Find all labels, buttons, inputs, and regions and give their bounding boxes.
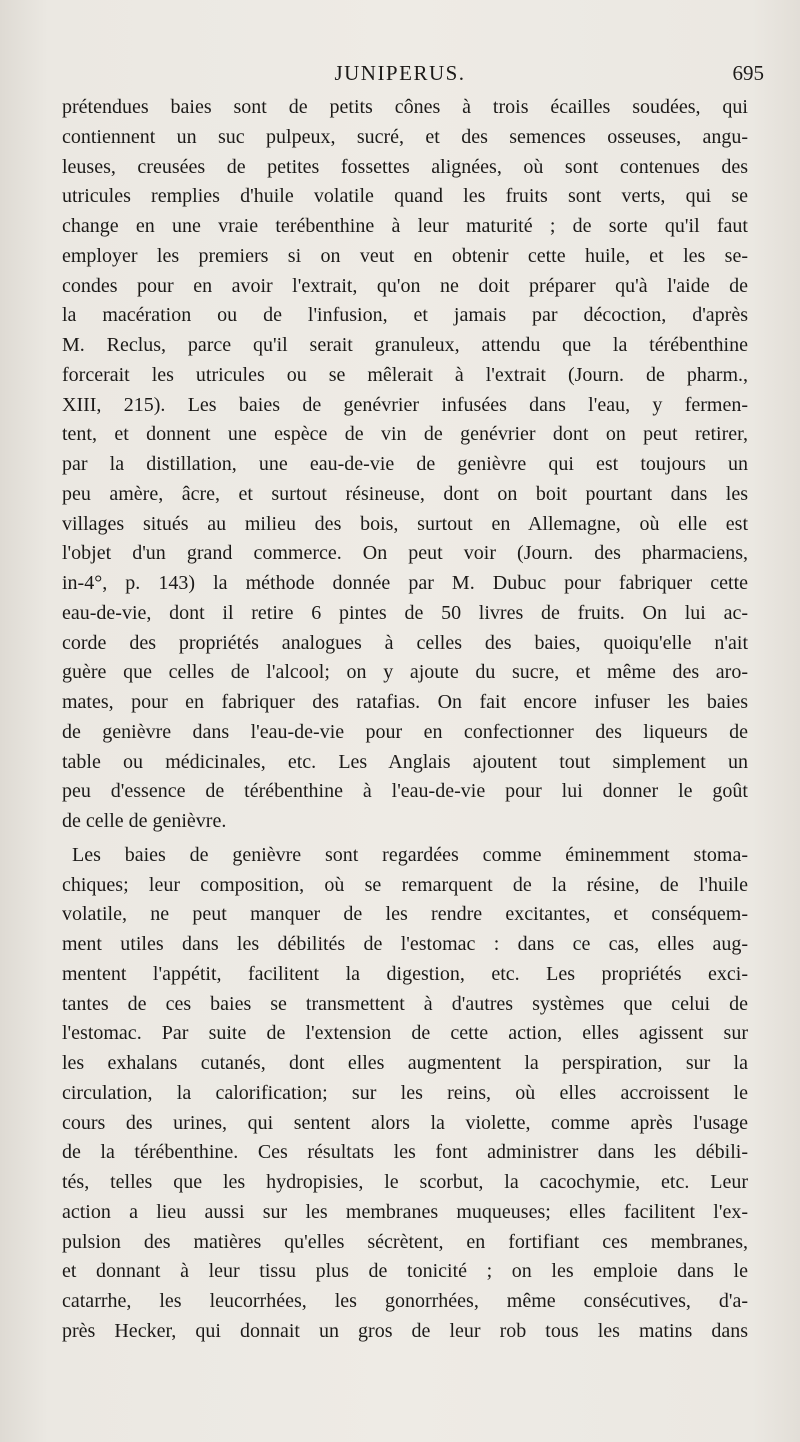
- text-line: contiennent un suc pulpeux, sucré, et des semences osseuses, angu-: [62, 125, 748, 148]
- text-line: pulsion des matières qu'elles sécrètent, en fortifiant ces membranes,: [62, 1230, 748, 1253]
- text-line: Les baies de genièvre sont regardées comme éminemment stoma-: [72, 843, 748, 866]
- text-line: l'objet d'un grand commerce. On peut voir (Journ. des pharmaciens,: [62, 542, 748, 565]
- text-line: employer les premiers si on veut en obtenir cette huile, et les se-: [62, 244, 748, 267]
- text-line: leuses, creusées de petites fossettes alignées, où sont contenues des: [62, 155, 748, 178]
- text-line: M. Reclus, parce qu'il serait granuleux, attendu que la térébenthine: [62, 334, 748, 356]
- text-line: ment utiles dans les débilités de l'estomac : dans ce cas, elles aug-: [62, 933, 748, 955]
- text-line: de la térébenthine. Ces résultats les font administrer dans les débili-: [62, 1141, 748, 1164]
- text-line: prétendues baies sont de petits cônes à trois écailles soudées, qui: [62, 96, 748, 118]
- text-line: l'estomac. Par suite de l'extension de cette action, elles agissent sur: [62, 1022, 748, 1045]
- page-number: 695: [732, 61, 764, 85]
- text-line: action a lieu aussi sur les membranes muqueuses; elles facilitent l'ex-: [62, 1200, 748, 1223]
- text-line: corde des propriétés analogues à celles des baies, quoiqu'elle n'ait: [62, 631, 748, 654]
- text-line: XIII, 215). Les baies de genévrier infusées dans l'eau, y fermen-: [62, 393, 748, 416]
- text-line: tent, et donnent une espèce de vin de genévrier dont on peut retirer,: [62, 423, 748, 446]
- text-line: chiques; leur composition, où se remarquent de la résine, de l'huile: [62, 873, 748, 896]
- text-line: villages situés au milieu des bois, surtout en Allemagne, où elle est: [62, 512, 748, 535]
- text-line: par la distillation, une eau-de-vie de genièvre qui est toujours un: [62, 453, 748, 475]
- text-line: condes pour en avoir l'extrait, qu'on ne doit préparer qu'à l'aide de: [62, 274, 748, 297]
- page-header: [0, 58, 800, 88]
- text-line: eau-de-vie, dont il retire 6 pintes de 50 livres de fruits. On lui ac-: [62, 601, 748, 624]
- text-line: cours des urines, qui sentent alors la violette, comme après l'usage: [62, 1111, 748, 1134]
- text-line: guère que celles de l'alcool; on y ajoute du sucre, et même des aro-: [62, 661, 748, 684]
- text-line: de celle de genièvre.: [62, 810, 227, 832]
- text-line: change en une vraie terébenthine à leur maturité ; de sorte qu'il faut: [62, 215, 748, 237]
- text-line: table ou médicinales, etc. Les Anglais ajoutent tout simplement un: [62, 750, 748, 773]
- text-line: tés, telles que les hydropisies, le scorbut, la cacochymie, etc. Leur: [62, 1171, 748, 1193]
- text-line: catarrhe, les leucorrhées, les gonorrhées, même consécutives, d'a-: [62, 1290, 748, 1312]
- text-line: forcerait les utricules ou se mêlerait à l'extrait (Journ. de pharm.,: [62, 363, 748, 386]
- text-line: tantes de ces baies se transmettent à d'autres systèmes que celui de: [62, 992, 748, 1015]
- text-line: volatile, ne peut manquer de les rendre excitantes, et conséquem-: [62, 903, 748, 926]
- text-line: et donnant à leur tissu plus de tonicité ; on les emploie dans le: [62, 1260, 748, 1283]
- running-title: JUNIPERUS.: [334, 61, 466, 85]
- text-line: près Hecker, qui donnait un gros de leur rob tous les matins dans: [62, 1319, 748, 1342]
- text-line: la macération ou de l'infusion, et jamais par décoction, d'après: [62, 304, 748, 327]
- body-text: [62, 93, 748, 1347]
- text-line: de genièvre dans l'eau-de-vie pour en confectionner des liqueurs de: [62, 720, 748, 743]
- text-line: peu d'essence de térébenthine à l'eau-de-vie pour lui donner le goût: [62, 780, 748, 803]
- text-line: les exhalans cutanés, dont elles augmentent la perspiration, sur la: [62, 1052, 748, 1074]
- text-line: circulation, la calorification; sur les reins, où elles accroissent le: [62, 1081, 748, 1104]
- text-line: mates, pour en fabriquer des ratafias. On fait encore infuser les baies: [62, 691, 748, 713]
- text-line: mentent l'appétit, facilitent la digestion, etc. Les propriétés exci-: [62, 962, 748, 985]
- text-line: peu amère, âcre, et surtout résineuse, dont on boit pourtant dans les: [62, 482, 748, 505]
- text-line: utricules remplies d'huile volatile quand les fruits sont verts, qui se: [62, 185, 748, 208]
- text-line: in-4°, p. 143) la méthode donnée par M. Dubuc pour fabriquer cette: [62, 572, 748, 594]
